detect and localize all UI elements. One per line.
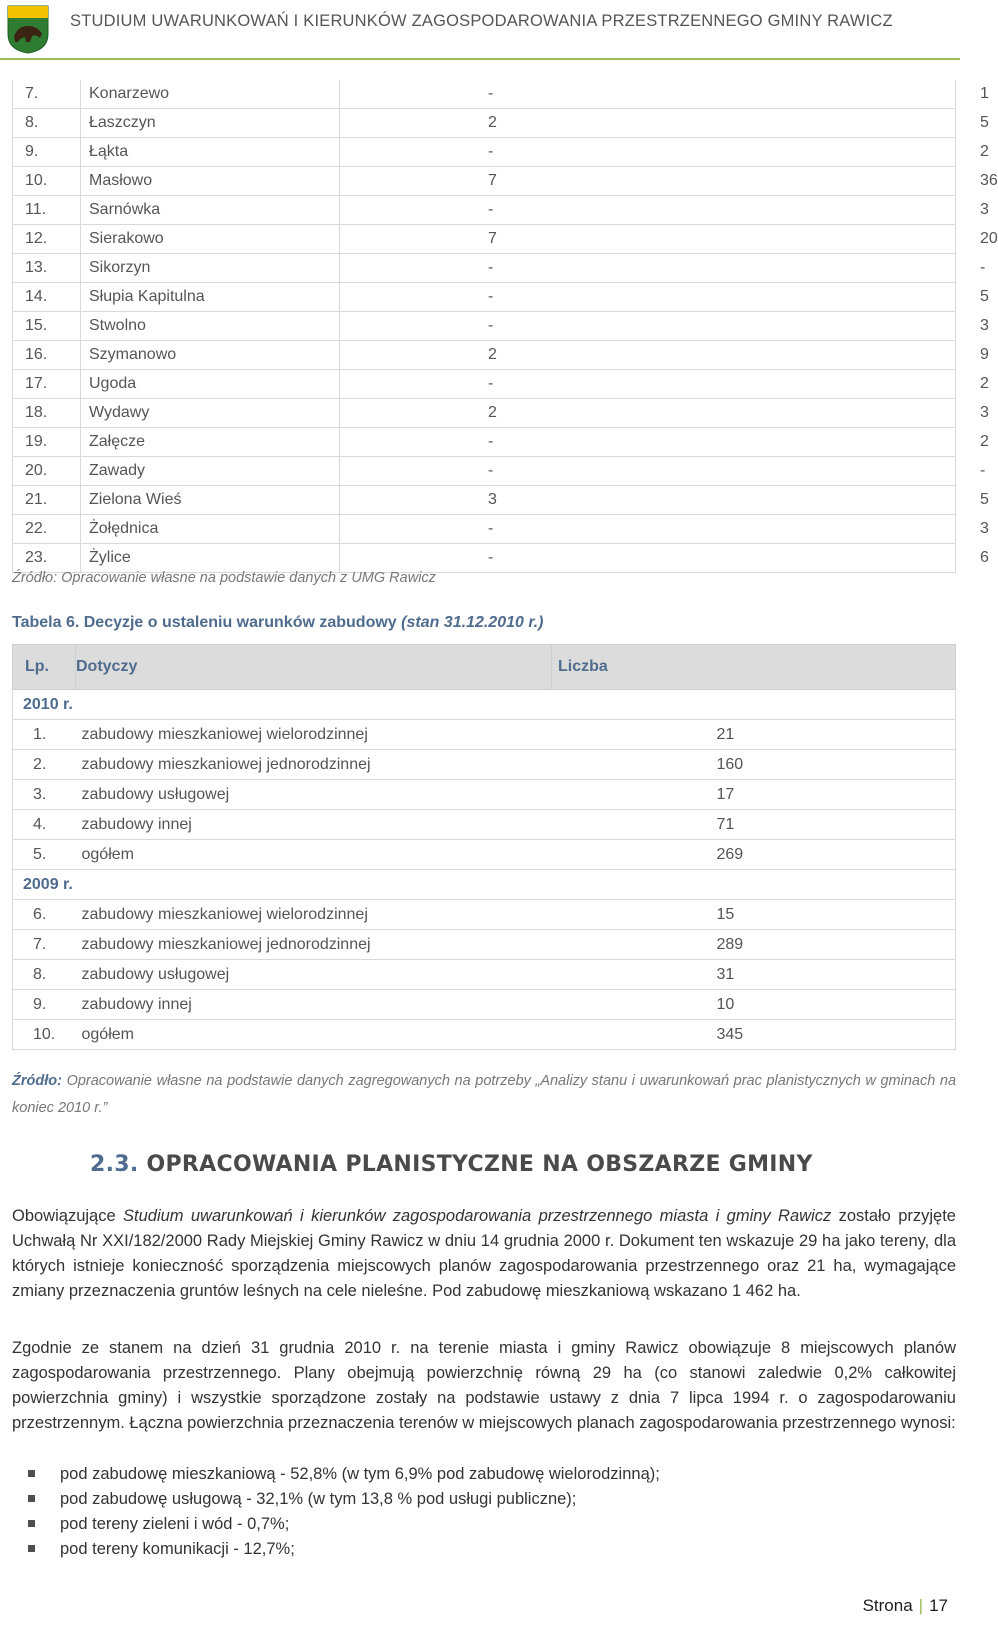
document-title: STUDIUM UWARUNKOWAŃ I KIERUNKÓW ZAGOSPODAROWANIA PRZESTRZENNEGO GMINY RAWICZ	[70, 12, 893, 30]
village-name: Konarzewo	[81, 80, 340, 109]
table-row	[13, 840, 956, 870]
table-row	[13, 341, 956, 370]
row-number: 15.	[13, 312, 81, 341]
count-a: -	[340, 254, 651, 283]
table-row	[13, 283, 956, 312]
village-name: Sikorzyn	[81, 254, 340, 283]
table-row	[13, 80, 956, 109]
row-number: 8.	[13, 109, 81, 138]
row-number: 13.	[13, 254, 81, 283]
table-row	[13, 457, 956, 486]
table-row	[13, 990, 956, 1020]
year-label: 2010 r.	[13, 690, 956, 720]
table-row	[13, 720, 956, 750]
bullet-square-icon	[28, 1495, 35, 1502]
row-dotyczy: ogółem	[76, 840, 552, 870]
count-a: 2	[340, 109, 651, 138]
village-name: Załęcze	[81, 428, 340, 457]
count-a: -	[340, 196, 651, 225]
paragraph-2: Zgodnie ze stanem na dzień 31 grudnia 2010 r. na terenie miasta i gminy Rawicz obowiązuje 8 miejscowych planów zagospodarowania przestrzennego. Plany obejmują powierzchnię równą 29 ha (co stanowi zaledwie 0,2% całkowitej powierzchnia gminy) i wszystkie sporządzone zostały na podstawie ustawy z dnia 7 lipca 1994 r. o zagospodarowaniu przestrzennym. Łączna powierzchnia przeznaczenia terenów w miejscowych planach zagospodarowania przestrzennego wynosi:	[12, 1339, 956, 1432]
villages-table	[12, 80, 998, 573]
bullet-text: pod tereny komunikacji - 12,7%;	[60, 1540, 295, 1558]
row-liczba: 160	[552, 750, 956, 780]
row-lp: 3.	[13, 780, 76, 810]
row-liczba: 17	[552, 780, 956, 810]
section-title: OPRACOWANIA PLANISTYCZNE NA OBSZARZE GMINY	[146, 1152, 813, 1177]
coat-of-arms-icon	[6, 4, 50, 54]
count-b: -	[650, 457, 956, 486]
row-number: 9.	[13, 138, 81, 167]
count-b: 36	[650, 167, 956, 196]
table-row	[13, 486, 956, 515]
village-name: Ugoda	[81, 370, 340, 399]
bullet-text: pod zabudowę usługową - 32,1% (w tym 13,8 % pod usługi publiczne);	[60, 1490, 577, 1508]
count-b: 9	[650, 341, 956, 370]
table-caption	[12, 614, 543, 632]
table-row	[13, 780, 956, 810]
count-a: -	[340, 283, 651, 312]
row-liczba: 269	[552, 840, 956, 870]
count-b: 3	[650, 196, 956, 225]
count-b: 5	[650, 283, 956, 312]
table-row	[13, 900, 956, 930]
village-name: Żołędnica	[81, 515, 340, 544]
row-lp: 1.	[13, 720, 76, 750]
paragraph-1	[12, 1204, 956, 1304]
count-a: 2	[340, 341, 651, 370]
table-row	[13, 544, 956, 573]
bullet-item	[28, 1487, 660, 1512]
table-row	[13, 312, 956, 341]
row-dotyczy: zabudowy mieszkaniowej wielorodzinnej	[76, 900, 552, 930]
count-b: -	[650, 254, 956, 283]
row-dotyczy: zabudowy innej	[76, 810, 552, 840]
row-number: 19.	[13, 428, 81, 457]
row-number: 18.	[13, 399, 81, 428]
village-name: Sierakowo	[81, 225, 340, 254]
table-header-row	[13, 645, 956, 690]
table-row	[13, 428, 956, 457]
row-liczba: 31	[552, 960, 956, 990]
row-number: 23.	[13, 544, 81, 573]
village-name: Łaszczyn	[81, 109, 340, 138]
table-row	[13, 370, 956, 399]
count-b: 3	[650, 399, 956, 428]
row-lp: 8.	[13, 960, 76, 990]
footer-separator: |	[918, 1596, 924, 1615]
count-b: 2	[650, 370, 956, 399]
count-b: 6	[650, 544, 956, 573]
page-number: 17	[929, 1596, 948, 1615]
village-name: Słupia Kapitulna	[81, 283, 340, 312]
bullet-text: pod zabudowę mieszkaniową - 52,8% (w tym 6,9% pod zabudowę wielorodzinną);	[60, 1465, 660, 1483]
count-b: 5	[650, 486, 956, 515]
count-a: -	[340, 138, 651, 167]
table-row	[13, 254, 956, 283]
count-a: 3	[340, 486, 651, 515]
table-row	[13, 515, 956, 544]
bullet-item	[28, 1537, 660, 1562]
year-label: 2009 r.	[13, 870, 956, 900]
table-row	[13, 960, 956, 990]
row-lp: 4.	[13, 810, 76, 840]
bullet-item	[28, 1512, 660, 1537]
table-row	[13, 750, 956, 780]
section-number: 2.3.	[90, 1152, 139, 1177]
row-lp: 5.	[13, 840, 76, 870]
count-a: -	[340, 370, 651, 399]
table2-source	[12, 1068, 956, 1122]
count-a: 7	[340, 225, 651, 254]
page-footer	[863, 1596, 948, 1616]
row-liczba: 345	[552, 1020, 956, 1050]
count-a: 7	[340, 167, 651, 196]
row-liczba: 15	[552, 900, 956, 930]
header-liczba: Liczba	[552, 645, 956, 690]
section-heading	[90, 1152, 813, 1177]
row-liczba: 289	[552, 930, 956, 960]
year-row	[13, 690, 956, 720]
header-divider	[0, 58, 960, 60]
village-name: Zawady	[81, 457, 340, 486]
bullet-text: pod tereny zieleni i wód - 0,7%;	[60, 1515, 290, 1533]
row-number: 20.	[13, 457, 81, 486]
paragraph-1-lead: Obowiązujące	[12, 1207, 116, 1225]
year-row	[13, 870, 956, 900]
row-number: 10.	[13, 167, 81, 196]
count-b: 3	[650, 312, 956, 341]
count-a: 2	[340, 399, 651, 428]
village-name: Zielona Wieś	[81, 486, 340, 515]
row-liczba: 10	[552, 990, 956, 1020]
row-liczba: 71	[552, 810, 956, 840]
count-a: -	[340, 312, 651, 341]
table-row	[13, 167, 956, 196]
row-lp: 2.	[13, 750, 76, 780]
table-row	[13, 109, 956, 138]
village-name: Łąkta	[81, 138, 340, 167]
village-name: Sarnówka	[81, 196, 340, 225]
count-a: -	[340, 544, 651, 573]
row-number: 11.	[13, 196, 81, 225]
row-number: 21.	[13, 486, 81, 515]
table-row	[13, 810, 956, 840]
row-number: 14.	[13, 283, 81, 312]
count-b: 1	[650, 80, 956, 109]
village-name: Szymanowo	[81, 341, 340, 370]
bullet-square-icon	[28, 1520, 35, 1527]
paragraph-1-italic: Studium uwarunkowań i kierunków zagospodarowania przestrzennego miasta i gminy Rawicz	[123, 1207, 832, 1225]
village-name: Masłowo	[81, 167, 340, 196]
bullet-square-icon	[28, 1470, 35, 1477]
row-dotyczy: zabudowy mieszkaniowej jednorodzinnej	[76, 930, 552, 960]
header-lp: Lp.	[13, 645, 76, 690]
row-lp: 9.	[13, 990, 76, 1020]
village-name: Stwolno	[81, 312, 340, 341]
table-row	[13, 399, 956, 428]
row-liczba: 21	[552, 720, 956, 750]
row-dotyczy: zabudowy usługowej	[76, 780, 552, 810]
village-name: Wydawy	[81, 399, 340, 428]
count-a: -	[340, 457, 651, 486]
row-dotyczy: zabudowy mieszkaniowej jednorodzinnej	[76, 750, 552, 780]
row-number: 16.	[13, 341, 81, 370]
count-a: -	[340, 428, 651, 457]
table-caption-title: Tabela 6. Decyzje o ustaleniu warunków zabudowy	[12, 614, 397, 631]
bullet-item	[28, 1462, 660, 1487]
page-header	[0, 0, 960, 60]
row-number: 12.	[13, 225, 81, 254]
count-a: -	[340, 80, 651, 109]
bullet-square-icon	[28, 1545, 35, 1552]
table-row	[13, 225, 956, 254]
row-lp: 7.	[13, 930, 76, 960]
decisions-table	[12, 644, 956, 1050]
row-number: 7.	[13, 80, 81, 109]
header-dotyczy: Dotyczy	[76, 645, 552, 690]
source-text: Opracowanie własne na podstawie danych zagregowanych na potrzeby „Analizy stanu i uwarunkowań prac planistycznych w gminach na koniec 2010 r.”	[12, 1073, 957, 1116]
count-b: 5	[650, 109, 956, 138]
paragraph-1-rest: zostało przyjęte Uchwałą Nr XXI/182/2000 Rady Miejskiej Gminy Rawicz w dniu 14 grudnia 2000 r. Dokument ten wskazuje 29 ha jako tereny, dla których istnieje konieczność sporządzenia miejscowych planów zagospodarowania przestrzennego oraz 21 ha, wymagające zmiany przeznaczenia gruntów leśnych na cele nieleśne. Pod zabudowę mieszkaniową wskazano 1 462 ha.	[12, 1207, 956, 1300]
count-b: 3	[650, 515, 956, 544]
row-lp: 10.	[13, 1020, 76, 1050]
count-b: 20	[650, 225, 956, 254]
row-lp: 6.	[13, 900, 76, 930]
count-a: -	[340, 515, 651, 544]
row-dotyczy: zabudowy mieszkaniowej wielorodzinnej	[76, 720, 552, 750]
row-number: 22.	[13, 515, 81, 544]
footer-label: Strona	[862, 1596, 913, 1615]
row-dotyczy: zabudowy usługowej	[76, 960, 552, 990]
count-b: 2	[650, 138, 956, 167]
village-name: Żylice	[81, 544, 340, 573]
table-caption-date: (stan 31.12.2010 r.)	[401, 614, 544, 631]
bullet-list	[28, 1462, 660, 1562]
row-dotyczy: zabudowy innej	[76, 990, 552, 1020]
row-number: 17.	[13, 370, 81, 399]
table-row	[13, 196, 956, 225]
table-row	[13, 930, 956, 960]
row-dotyczy: ogółem	[76, 1020, 552, 1050]
table-row	[13, 1020, 956, 1050]
table-source: Źródło: Opracowanie własne na podstawie danych z UMG Rawicz	[12, 570, 436, 586]
count-b: 2	[650, 428, 956, 457]
source-lead: Źródło:	[12, 1073, 62, 1089]
table-row	[13, 138, 956, 167]
